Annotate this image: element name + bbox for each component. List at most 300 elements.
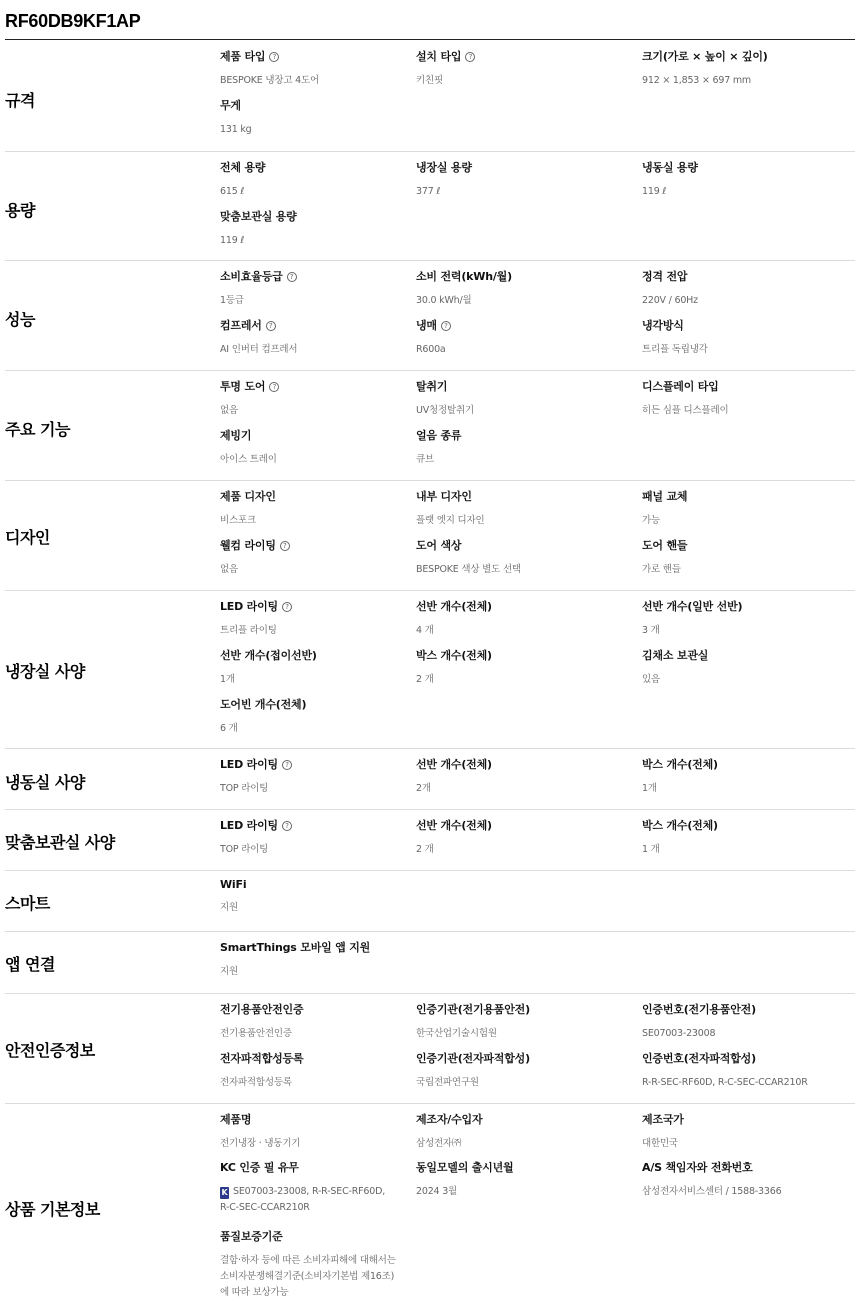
spec-item [220,817,425,858]
spec-label [220,268,425,284]
spec-value [220,964,425,980]
spec-item [416,1050,621,1091]
spec-label-text: 도어 핸들 [642,539,688,552]
spec-label [220,1228,425,1244]
spec-item [642,488,852,529]
spec-value-text: 377 ℓ [416,186,441,197]
spec-label [642,1050,852,1066]
spec-label-text: 소비효율등급 [220,270,283,283]
spec-item [220,427,425,468]
spec-value-text: 트리플 독립냉각 [642,344,708,355]
section-title: 맞춤보관실 사양 [5,833,115,852]
section-title: 성능 [5,310,35,329]
spec-value-text: 대한민국 [642,1138,678,1149]
spec-value [642,403,852,419]
spec-label [416,48,621,64]
spec-label-text: 제조자/수입자 [416,1113,483,1126]
spec-label [416,427,621,443]
spec-label-text: 컴프레서 [220,319,262,332]
spec-item [220,488,425,529]
spec-value-text: AI 인버터 컴프레서 [220,344,298,355]
spec-item [220,208,425,249]
spec-value [220,781,425,797]
spec-value-line [220,1253,425,1269]
spec-value [416,403,621,419]
spec-item [220,696,425,737]
help-icon[interactable]: ? [269,52,279,62]
spec-value [220,452,425,468]
spec-value-text: SE07003-23008, R-R-SEC-RF60D, [233,1186,386,1197]
spec-value [416,73,621,89]
spec-section [5,370,855,481]
spec-value [416,452,621,468]
section-title: 디자인 [5,528,50,547]
spec-value [220,342,425,358]
spec-label-text: 냉장실 용량 [416,161,472,174]
spec-item [642,1159,852,1200]
spec-value-text: 히든 심플 디스플레이 [642,405,729,416]
spec-label-text: 제품명 [220,1113,252,1126]
spec-label-text: 냉동실 용량 [642,161,698,174]
spec-value-text: 키친핏 [416,75,443,86]
spec-item [220,97,425,138]
spec-label-text: 도어빈 개수(전체) [220,698,307,711]
spec-item [220,378,425,419]
spec-value-text: 한국산업기술시험원 [416,1028,497,1039]
spec-section [5,590,855,749]
spec-item [416,598,621,639]
spec-value-text: BESPOKE 색상 별도 선택 [416,564,521,575]
spec-value [642,1184,852,1200]
spec-value [220,1136,425,1152]
spec-item [416,647,621,688]
spec-value-text: UV청정탈취기 [416,405,474,416]
spec-label [220,537,425,553]
spec-label-text: 인증기관(전자파적합성) [416,1052,530,1065]
spec-value-text: 삼성전자서비스센터 / 1588-3366 [642,1186,782,1197]
spec-value [642,672,852,688]
spec-label [220,1159,425,1175]
spec-label [220,1111,425,1127]
model-title: RF60DB9KF1AP [5,11,141,31]
spec-label [416,1001,621,1017]
spec-label-text: 소비 전력(kWh/월) [416,270,512,283]
spec-value [416,781,621,797]
spec-item [642,756,852,797]
spec-value [642,513,852,529]
spec-value [416,1136,621,1152]
spec-value-text: 2024 3월 [416,1186,458,1197]
spec-label-text: 냉매 [416,319,437,332]
spec-value-text: 119 ℓ [220,235,245,246]
spec-value [416,184,621,200]
spec-label-text: 웰컴 라이팅 [220,539,276,552]
spec-value [220,184,425,200]
spec-label-text: 전기용품안전인증 [220,1003,304,1016]
spec-item [220,756,425,797]
spec-label [416,268,621,284]
spec-value-text: 플랫 엣지 디자인 [416,515,485,526]
spec-value-text: 4 개 [416,625,434,636]
spec-item [416,756,621,797]
spec-value-text: 아이스 트레이 [220,454,277,465]
spec-item [642,598,852,639]
spec-item [416,488,621,529]
spec-item [220,878,425,916]
spec-label-text: 맞춤보관실 용량 [220,210,297,223]
spec-item [220,317,425,358]
spec-section [5,1103,855,1309]
spec-section [5,870,855,932]
spec-label [642,537,852,553]
spec-label-text: 얼음 종류 [416,429,462,442]
spec-label-text: 선반 개수(전체) [416,758,492,771]
spec-label [220,208,425,224]
spec-label-text: 박스 개수(전체) [416,649,492,662]
spec-value-text: 2 개 [416,674,434,685]
spec-label [220,756,425,772]
spec-value [416,562,621,578]
spec-value [642,623,852,639]
spec-value [220,293,425,309]
spec-item [220,1050,425,1091]
spec-label [416,1050,621,1066]
spec-value-line [220,1285,425,1301]
spec-label [220,878,425,891]
spec-label-text: 내부 디자인 [416,490,472,503]
help-icon[interactable]: ? [280,541,290,551]
spec-value-text: 3 개 [642,625,660,636]
spec-label [220,939,425,955]
spec-item [220,1159,425,1216]
spec-value-text: R600a [416,344,446,355]
spec-item [642,48,852,89]
spec-value [642,562,852,578]
spec-value [220,1184,425,1216]
spec-value-text: 30.0 kWh/월 [416,295,472,306]
spec-label [642,647,852,663]
spec-value [220,1026,425,1042]
spec-value-text: 6 개 [220,723,238,734]
spec-label-text: 인증번호(전기용품안전) [642,1003,756,1016]
spec-item [416,159,621,200]
spec-item [220,159,425,200]
spec-item [642,817,852,858]
spec-section [5,748,855,810]
spec-label-text: 투명 도어 [220,380,266,393]
spec-label [416,378,621,394]
spec-item [642,1111,852,1152]
spec-value-text: TOP 라이팅 [220,783,269,794]
spec-section [5,151,855,261]
spec-value-text: 없음 [220,564,238,575]
spec-label-text: 제빙기 [220,429,252,442]
spec-item [220,647,425,688]
spec-value-line [220,1184,425,1200]
spec-item [642,159,852,200]
spec-value [220,623,425,639]
spec-label [220,817,425,833]
spec-label-text: 품질보증기준 [220,1230,283,1243]
spec-label-text: 제조국가 [642,1113,684,1126]
help-icon[interactable]: ? [441,321,451,331]
spec-label-text: 냉각방식 [642,319,684,332]
spec-value [416,342,621,358]
spec-value-text: 전기냉장 · 냉동기기 [220,1138,301,1149]
spec-value-text: 1개 [220,674,235,685]
spec-label-text: 선반 개수(전체) [416,819,492,832]
spec-label [220,647,425,663]
spec-label [220,1001,425,1017]
spec-value-text: 비스포크 [220,515,256,526]
spec-label [220,159,425,175]
spec-item [220,1228,425,1301]
spec-value [416,513,621,529]
spec-value [416,293,621,309]
spec-label [220,488,425,504]
spec-label [416,1111,621,1127]
spec-item [416,427,621,468]
spec-item [642,647,852,688]
spec-value-text: 1등급 [220,295,244,306]
spec-item [642,537,852,578]
spec-value-text: 119 ℓ [642,186,667,197]
spec-item [416,378,621,419]
spec-value [416,672,621,688]
spec-item [642,378,852,419]
spec-label-text: 선반 개수(접이선반) [220,649,317,662]
spec-value [220,900,425,916]
spec-value [642,842,852,858]
spec-label [642,817,852,833]
spec-item [220,48,425,89]
spec-label [220,1050,425,1066]
spec-value-text: SE07003-23008 [642,1028,716,1039]
spec-value-line [220,1200,425,1216]
spec-value [220,672,425,688]
spec-label [642,159,852,175]
spec-item [416,817,621,858]
spec-label-text: 설치 타입 [416,50,462,63]
spec-value-text: 전자파적합성등록 [220,1077,292,1088]
spec-section [5,40,855,152]
spec-item [416,268,621,309]
spec-label-text: 박스 개수(전체) [642,819,718,832]
spec-value-text: 1개 [642,783,657,794]
spec-item [416,537,621,578]
spec-item [416,1159,621,1200]
help-icon[interactable]: ? [465,52,475,62]
spec-value-line [220,1269,425,1285]
spec-value-text: 트리플 라이팅 [220,625,277,636]
spec-label-text: 제품 디자인 [220,490,276,503]
spec-item [416,1111,621,1152]
spec-label [220,378,425,394]
spec-label [416,647,621,663]
spec-value-text: R-C-SEC-CCAR210R [220,1202,310,1213]
spec-label-text: 디스플레이 타입 [642,380,719,393]
spec-label-text: 박스 개수(전체) [642,758,718,771]
spec-label [416,817,621,833]
spec-label [642,48,852,64]
spec-value [642,781,852,797]
spec-label [220,317,425,333]
spec-label [416,159,621,175]
spec-label [416,756,621,772]
spec-value [416,1075,621,1091]
spec-value [416,1026,621,1042]
spec-item [642,268,852,309]
spec-label-text: 인증기관(전기용품안전) [416,1003,530,1016]
spec-value [642,184,852,200]
section-title: 냉장실 사양 [5,662,85,681]
spec-value-text: 131 kg [220,124,252,135]
spec-label [642,1001,852,1017]
spec-label [416,537,621,553]
help-icon[interactable]: ? [282,821,292,831]
spec-value [416,842,621,858]
spec-label [416,488,621,504]
spec-label [220,427,425,443]
spec-value [220,562,425,578]
spec-label-text: 선반 개수(일반 선반) [642,600,743,613]
kc-mark-icon: K [221,1188,228,1197]
spec-value-text: 2개 [416,783,431,794]
spec-value [220,721,425,737]
section-title: 용량 [5,201,35,220]
spec-label-text: 패널 교체 [642,490,688,503]
spec-value [220,73,425,89]
spec-value-text: BESPOKE 냉장고 4도어 [220,75,319,86]
section-title: 앱 연결 [5,955,55,974]
help-icon[interactable]: ? [269,382,279,392]
spec-value-text: TOP 라이팅 [220,844,269,855]
spec-value-text: R-R-SEC-RF60D, R-C-SEC-CCAR210R [642,1077,808,1088]
spec-label [416,1159,621,1175]
spec-label [642,317,852,333]
spec-item [220,1111,425,1152]
spec-value [642,1075,852,1091]
spec-label-text: 크기(가로 × 높이 × 깊이) [642,50,768,63]
spec-value [416,1184,621,1200]
help-icon[interactable]: ? [282,602,292,612]
spec-label-text: 탈취기 [416,380,448,393]
spec-value [642,73,852,89]
help-icon[interactable]: ? [282,760,292,770]
spec-label-text: A/S 책임자와 전화번호 [642,1161,753,1174]
spec-value-text: 없음 [220,405,238,416]
spec-item [416,48,621,89]
spec-section [5,480,855,591]
spec-item [220,537,425,578]
spec-section [5,931,855,994]
spec-value-text: 전기용품안전인증 [220,1028,292,1039]
spec-value-text: 615 ℓ [220,186,245,197]
section-title: 안전인증정보 [5,1041,95,1060]
spec-value [220,403,425,419]
spec-label [642,598,852,614]
spec-value-text: 있음 [642,674,660,685]
spec-section [5,993,855,1104]
spec-value [220,842,425,858]
spec-label-text: WiFi [220,878,247,891]
spec-value-text: 912 × 1,853 × 697 mm [642,75,751,86]
spec-item [642,317,852,358]
spec-label [416,598,621,614]
spec-item [642,1001,852,1042]
spec-value-text: 삼성전자㈜ [416,1138,462,1149]
spec-label-text: LED 라이팅 [220,758,278,771]
spec-value-text: 결함·하자 등에 따른 소비자피해에 대해서는 [220,1255,396,1266]
spec-section [5,809,855,871]
help-icon[interactable]: ? [287,272,297,282]
spec-value [220,1253,425,1301]
spec-value [220,233,425,249]
spec-value-text: 1 개 [642,844,660,855]
spec-label-text: LED 라이팅 [220,819,278,832]
spec-label [642,756,852,772]
section-title: 주요 기능 [5,420,70,439]
spec-label-text: 김채소 보관실 [642,649,709,662]
spec-item [416,1001,621,1042]
spec-label-text: 도어 색상 [416,539,462,552]
section-title: 상품 기본정보 [5,1200,100,1219]
spec-label-text: 제품 타입 [220,50,266,63]
spec-value [220,122,425,138]
spec-item [220,598,425,639]
spec-label [416,317,621,333]
spec-label-text: 무게 [220,99,241,112]
spec-value [642,342,852,358]
spec-label-text: LED 라이팅 [220,600,278,613]
spec-section [5,260,855,371]
spec-label [642,1159,852,1175]
spec-label [642,268,852,284]
section-title: 냉동실 사양 [5,773,85,792]
spec-value [642,293,852,309]
spec-label-text: 전체 용량 [220,161,266,174]
section-title: 규격 [5,91,35,110]
spec-value-text: 큐브 [416,454,434,465]
spec-value-text: 가로 핸들 [642,564,681,575]
spec-label [220,48,425,64]
spec-value-text: 소비자분쟁해결기준(소비자기본법 제16조) [220,1271,395,1282]
spec-label-text: KC 인증 필 유무 [220,1161,299,1174]
spec-value-text: 가능 [642,515,660,526]
spec-label-text: 선반 개수(전체) [416,600,492,613]
spec-value-text: 지원 [220,902,238,913]
spec-label-text: 동일모델의 출시년월 [416,1161,514,1174]
spec-value [416,623,621,639]
spec-item [220,1001,425,1042]
spec-item [642,1050,852,1091]
spec-value-text: 국립전파연구원 [416,1077,479,1088]
spec-value [220,1075,425,1091]
spec-item [220,939,425,980]
spec-item [416,317,621,358]
spec-value [642,1026,852,1042]
spec-label-text: 전자파적합성등록 [220,1052,304,1065]
spec-item [220,268,425,309]
spec-value-text: 220V / 60Hz [642,295,698,306]
spec-label [642,488,852,504]
spec-value-text: 지원 [220,966,238,977]
section-title: 스마트 [5,894,50,913]
spec-label [220,598,425,614]
spec-label [642,1111,852,1127]
spec-label [220,696,425,712]
help-icon[interactable]: ? [266,321,276,331]
